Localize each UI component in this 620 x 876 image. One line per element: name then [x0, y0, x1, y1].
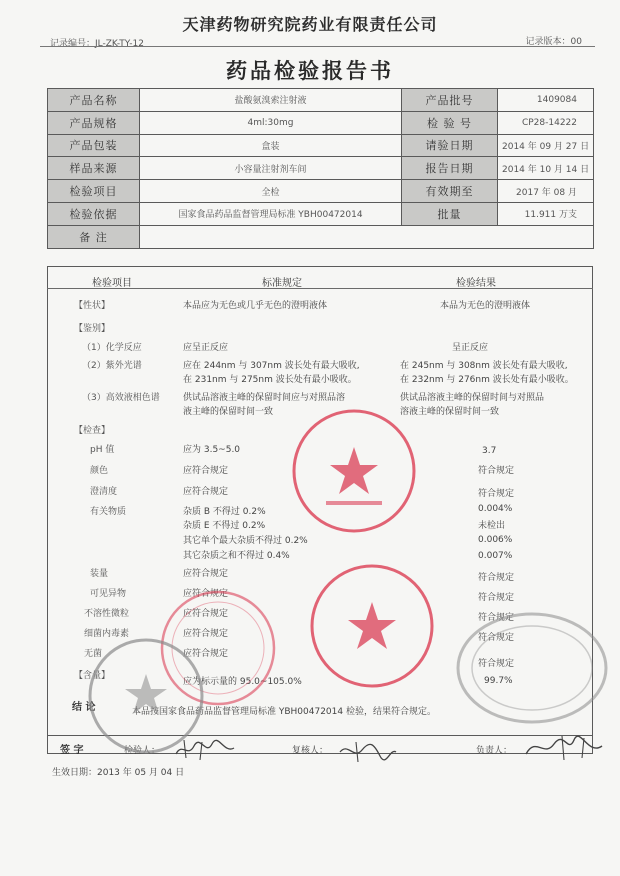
col-header-standard: 标准规定 — [262, 278, 302, 289]
row-label: 细菌内毒素 — [84, 629, 130, 639]
row-label: （3）高效液相色谱 — [82, 393, 160, 403]
info-label: 报告日期 — [402, 157, 498, 180]
row-standard: 应符合规定 — [183, 466, 229, 476]
section-label: 【检查】 — [74, 426, 111, 436]
row-label: 无菌 — [84, 649, 103, 659]
gray-seal-right — [452, 608, 612, 728]
row-result: 符合规定 — [478, 489, 515, 499]
info-row — [48, 180, 594, 203]
reviewer-label: 复核人： — [292, 746, 329, 756]
inspector-label: 检验人： — [124, 746, 161, 756]
row-standard: 液主峰的保留时间一致 — [183, 407, 274, 417]
row-result: 符合规定 — [478, 466, 515, 476]
row-standard: 应符合规定 — [183, 487, 229, 497]
row-standard: 应在 244nm 与 307nm 波长处有最大吸收, — [183, 361, 360, 371]
info-value: 盒装 — [140, 134, 402, 157]
remarks-value — [140, 225, 594, 248]
info-label: 检验项目 — [48, 180, 140, 203]
effective-date: 生效日期：2013 年 05 月 04 日 — [52, 768, 185, 778]
row-result: 符合规定 — [478, 613, 515, 623]
row-standard: 杂质 B 不得过 0.2% — [183, 507, 266, 517]
info-label: 产品名称 — [48, 89, 140, 112]
row-label: 颜色 — [90, 466, 109, 476]
row-standard: 应为标示量的 95.0~105.0% — [183, 677, 302, 687]
row-result: 99.7% — [484, 676, 513, 686]
row-result: 本品为无色的澄明液体 — [440, 301, 531, 311]
row-result: 0.004% — [478, 504, 513, 514]
row-standard: 在 231nm 与 275nm 波长处有最小吸收。 — [183, 375, 357, 385]
info-value: 11.911 万支 — [498, 202, 594, 225]
info-label: 检 验 号 — [402, 111, 498, 134]
row-result: 在 232nm 与 276nm 波长处有最小吸收。 — [400, 375, 574, 385]
row-result: 0.006% — [478, 535, 513, 545]
info-row — [48, 225, 594, 248]
row-label: 装量 — [90, 569, 109, 579]
info-label: 产品包装 — [48, 134, 140, 157]
info-value: 全检 — [140, 180, 402, 203]
row-standard: 应符合规定 — [183, 569, 229, 579]
row-label: pH 值 — [90, 445, 115, 455]
conclusion-text: 本品按国家食品药品监督管理局标准 YBH00472014 检验，结果符合规定。 — [132, 707, 436, 717]
company-seal — [306, 560, 438, 692]
info-label: 批量 — [402, 202, 498, 225]
info-row — [48, 134, 594, 157]
row-result: 符合规定 — [478, 593, 515, 603]
row-result: 在 245nm 与 308nm 波长处有最大吸收, — [400, 361, 568, 371]
info-value: 小容量注射剂车间 — [140, 157, 402, 180]
info-label: 有效期至 — [402, 180, 498, 203]
row-result: 未检出 — [478, 521, 506, 531]
row-result: 符合规定 — [478, 659, 515, 669]
row-result: 溶液主峰的保留时间一致 — [400, 407, 500, 417]
info-value: CP28-14222 — [498, 111, 594, 134]
row-result: 0.007% — [478, 551, 513, 561]
leader-label: 负责人： — [476, 746, 513, 756]
row-standard: 应符合规定 — [183, 589, 229, 599]
info-value: 2014 年 10 月 14 日 — [498, 157, 594, 180]
conclusion-label: 结 论 — [72, 702, 96, 713]
row-standard: 应呈正反应 — [183, 343, 229, 353]
info-label: 请验日期 — [402, 134, 498, 157]
info-row — [48, 89, 594, 112]
info-row — [48, 111, 594, 134]
row-standard: 其它单个最大杂质不得过 0.2% — [183, 536, 308, 546]
info-value: 国家食品药品监督管理局标准 YBH00472014 — [140, 202, 402, 225]
row-label: 【含量】 — [74, 671, 111, 681]
row-label: （2）紫外光谱 — [82, 361, 142, 371]
info-value: 2017 年 08 月 — [498, 180, 594, 203]
info-value: 2014 年 09 月 27 日 — [498, 134, 594, 157]
row-label: 可见异物 — [90, 589, 127, 599]
info-label: 样品来源 — [48, 157, 140, 180]
record-version: 记录版本：00 — [525, 37, 582, 47]
row-label: 不溶性微粒 — [84, 609, 130, 619]
info-value: 盐酸氨溴索注射液 — [140, 89, 402, 112]
row-result: 符合规定 — [478, 633, 515, 643]
col-header-item: 检验项目 — [92, 278, 132, 289]
quality-management-seal — [288, 405, 420, 537]
row-standard: 杂质 E 不得过 0.2% — [183, 521, 266, 531]
row-standard: 供试品溶液主峰的保留时间应与对照品溶 — [183, 393, 346, 403]
gray-seal-left — [86, 636, 206, 756]
row-standard: 应为 3.5~5.0 — [183, 445, 241, 455]
row-label: 【性状】 — [74, 301, 111, 311]
row-standard: 本品应为无色或几乎无色的澄明液体 — [183, 301, 328, 311]
sign-label: 签 字 — [60, 745, 84, 756]
report-title: 药品检验报告书 — [226, 59, 394, 83]
reviewer-signature — [336, 738, 398, 764]
info-row — [48, 157, 594, 180]
row-standard: 应符合规定 — [183, 609, 229, 619]
info-label: 产品规格 — [48, 111, 140, 134]
row-label: （1）化学反应 — [82, 343, 142, 353]
info-label: 产品批号 — [402, 89, 498, 112]
header-rule — [40, 46, 595, 47]
row-label: 澄清度 — [90, 487, 118, 497]
product-info-table — [47, 88, 594, 249]
row-standard: 其它杂质之和不得过 0.4% — [183, 551, 290, 561]
row-result: 符合规定 — [478, 573, 515, 583]
row-standard: 应符合规定 — [183, 649, 229, 659]
row-label: 有关物质 — [90, 507, 127, 517]
leader-signature — [522, 732, 606, 762]
row-result: 3.7 — [482, 446, 497, 456]
info-row — [48, 202, 594, 225]
info-label: 检验依据 — [48, 202, 140, 225]
info-label: 备 注 — [48, 225, 140, 248]
section-label: 【鉴别】 — [74, 324, 111, 334]
company-name: 天津药物研究院药业有限责任公司 — [182, 15, 438, 34]
row-result: 供试品溶液主峰的保留时间与对照品 — [400, 393, 545, 403]
info-value: 4ml:30mg — [140, 111, 402, 134]
info-value: 1409084 — [498, 89, 594, 112]
row-result: 呈正反应 — [452, 343, 489, 353]
col-header-result: 检验结果 — [456, 278, 496, 289]
record-number: 记录编号：JL-ZK-TY-12 — [50, 39, 144, 49]
row-standard: 应符合规定 — [183, 629, 229, 639]
